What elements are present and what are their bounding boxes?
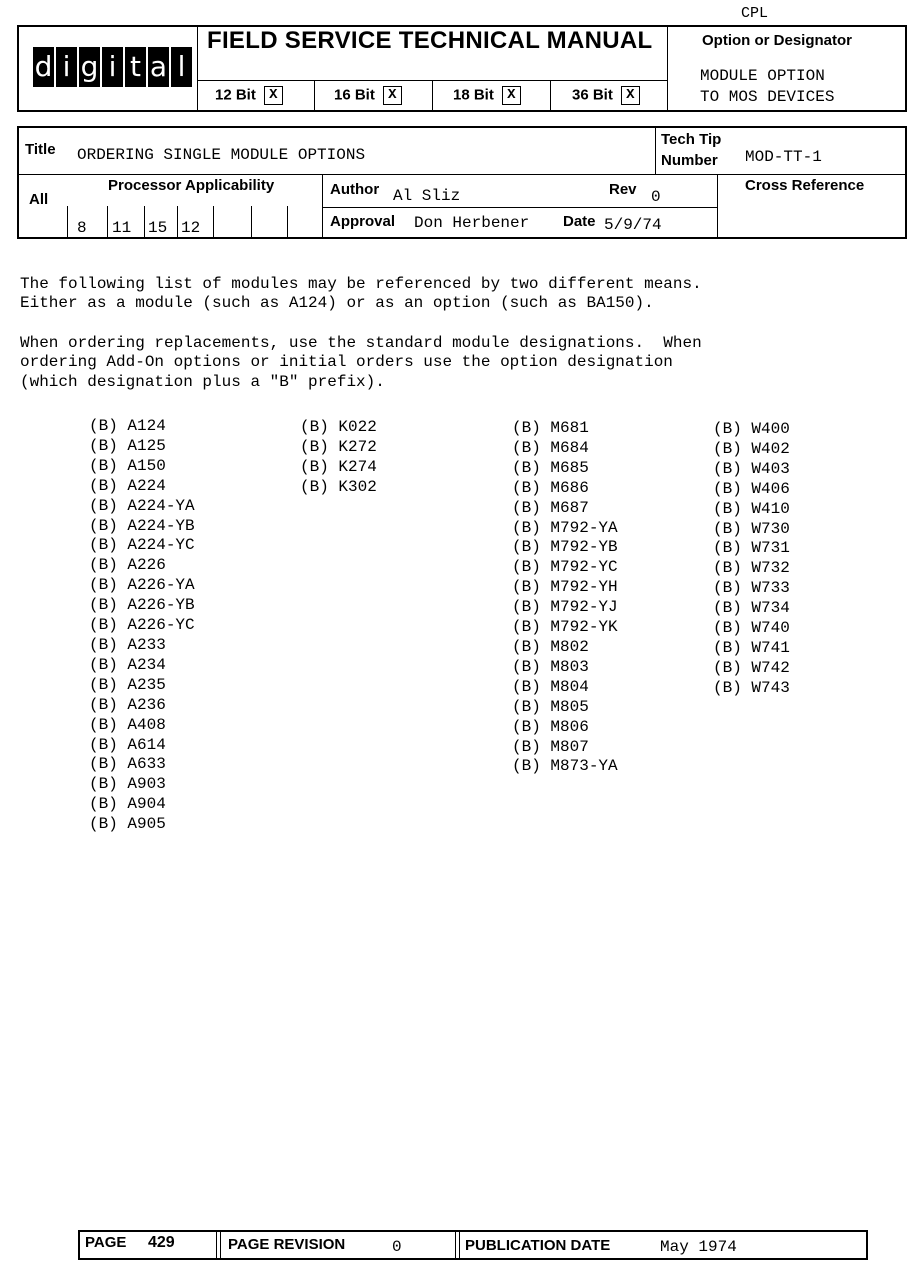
module-item: (B) A633	[89, 755, 166, 774]
module-item: (B) W733	[713, 579, 790, 598]
bit-16-checkbox: X	[383, 86, 402, 105]
module-item: (B) M681	[512, 419, 589, 437]
module-item: (B) A150	[89, 456, 166, 475]
techtip-label-line2: Number	[661, 152, 718, 169]
processor-11: 11	[112, 219, 132, 237]
module-column-a	[89, 417, 195, 835]
processor-15: 15	[148, 219, 168, 237]
pubdate-label: PUBLICATION DATE	[465, 1237, 611, 1254]
logo-letter: g	[79, 47, 100, 87]
module-item: (B) M684	[512, 438, 589, 457]
module-column-k	[300, 418, 377, 498]
module-item: (B) K274	[300, 457, 377, 476]
module-item: (B) A614	[89, 735, 166, 754]
module-item: (B) M792-YA	[512, 518, 618, 537]
paragraph-1-line-1: The following list of modules may be referenced by two different means.	[20, 275, 702, 293]
revision-value: 0	[392, 1238, 402, 1256]
manual-title: FIELD SERVICE TECHNICAL MANUAL	[207, 27, 653, 54]
module-item: (B) W730	[713, 519, 790, 538]
module-item: (B) K022	[300, 418, 377, 436]
module-item: (B) A224	[89, 476, 166, 495]
module-item: (B) W732	[713, 559, 790, 578]
module-item: (B) W406	[713, 479, 790, 498]
pubdate-value: May 1974	[660, 1238, 737, 1256]
approval-label: Approval	[330, 213, 396, 230]
module-item: (B) A226-YB	[89, 596, 195, 615]
module-item: (B) A903	[89, 775, 166, 794]
module-item: (B) K302	[300, 477, 377, 496]
module-item: (B) M807	[512, 737, 589, 756]
techtip-value: MOD-TT-1	[745, 148, 822, 166]
crossref-label: Cross Reference	[745, 177, 865, 194]
module-item: (B) M803	[512, 657, 589, 676]
module-item: (B) A234	[89, 655, 166, 674]
module-item: (B) A905	[89, 815, 166, 834]
processor-label: Processor Applicability	[108, 177, 275, 194]
module-item: (B) M792-YC	[512, 558, 618, 577]
module-item: (B) K272	[300, 437, 377, 456]
bit-12-checkbox: X	[264, 86, 283, 105]
bit-12: 12 Bit X	[215, 86, 283, 105]
logo-letter: a	[148, 47, 169, 87]
approval-value: Don Herbener	[414, 214, 530, 232]
date-value: 5/9/74	[604, 216, 662, 234]
module-item: (B) A124	[89, 417, 166, 435]
module-item: (B) M806	[512, 717, 589, 736]
module-item: (B) A224-YA	[89, 496, 195, 515]
module-item: (B) A233	[89, 635, 166, 654]
module-item: (B) A408	[89, 715, 166, 734]
corner-code: CPL	[741, 5, 769, 22]
module-item: (B) M792-YJ	[512, 598, 618, 617]
option-value-line1: MODULE OPTION	[700, 67, 825, 85]
module-item: (B) M804	[512, 677, 589, 696]
module-item: (B) W742	[713, 658, 790, 677]
page-value: 429	[148, 1234, 175, 1251]
module-item: (B) W740	[713, 619, 790, 638]
all-label: All	[29, 191, 49, 208]
title-label: Title	[25, 141, 56, 158]
author-value: Al Sliz	[393, 187, 461, 205]
module-item: (B) A224-YB	[89, 516, 195, 535]
module-item: (B) W400	[713, 420, 790, 438]
techtip-label-line1: Tech Tip	[661, 131, 722, 148]
bit-18: 18 Bit X	[453, 86, 521, 105]
module-item: (B) A226-YA	[89, 576, 195, 595]
option-label: Option or Designator	[702, 32, 852, 49]
paragraph-1-line-2: Either as a module (such as A124) or as an option (such as BA150).	[20, 294, 654, 312]
module-item: (B) M873-YA	[512, 757, 618, 776]
rev-label: Rev	[609, 181, 637, 198]
module-item: (B) A125	[89, 436, 166, 455]
bit-36-checkbox: X	[621, 86, 640, 105]
page-label: PAGE	[85, 1234, 127, 1251]
revision-label: PAGE REVISION	[228, 1236, 346, 1253]
paragraph-2-line-1: When ordering replacements, use the standard module designations. When	[20, 334, 702, 352]
option-value-line2: TO MOS DEVICES	[700, 88, 835, 106]
bit-36: 36 Bit X	[572, 86, 640, 105]
module-column-m	[512, 419, 618, 777]
module-item: (B) W743	[713, 678, 790, 697]
module-item: (B) W403	[713, 459, 790, 478]
digital-logo	[33, 47, 192, 87]
logo-letter: i	[102, 47, 123, 87]
bit-16: 16 Bit X	[334, 86, 402, 105]
module-item: (B) W731	[713, 539, 790, 558]
module-item: (B) M687	[512, 498, 589, 517]
module-item: (B) M792-YH	[512, 578, 618, 597]
module-item: (B) A904	[89, 795, 166, 814]
module-item: (B) W734	[713, 599, 790, 618]
module-item: (B) M685	[512, 458, 589, 477]
paragraph-2-line-3: (which designation plus a "B" prefix).	[20, 373, 385, 391]
module-item: (B) A236	[89, 695, 166, 714]
module-item: (B) M792-YK	[512, 618, 618, 637]
module-item: (B) A224-YC	[89, 536, 195, 555]
date-label: Date	[563, 213, 596, 230]
module-item: (B) A235	[89, 675, 166, 694]
module-item: (B) A226-YC	[89, 616, 195, 635]
author-label: Author	[330, 181, 380, 198]
module-item: (B) M805	[512, 697, 589, 716]
module-item: (B) W410	[713, 499, 790, 518]
module-item: (B) W741	[713, 638, 790, 657]
logo-letter: t	[125, 47, 146, 87]
module-item: (B) M686	[512, 478, 589, 497]
module-item: (B) M802	[512, 637, 589, 656]
logo-letter: d	[33, 47, 54, 87]
rev-value: 0	[651, 188, 661, 206]
module-column-w	[713, 420, 790, 699]
paragraph-2-line-2: ordering Add-On options or initial orders use the option designation	[20, 353, 673, 371]
title-value: ORDERING SINGLE MODULE OPTIONS	[77, 146, 366, 164]
module-item: (B) M792-YB	[512, 538, 618, 557]
module-item: (B) A226	[89, 556, 166, 575]
logo-letter: l	[171, 47, 192, 87]
logo-letter: i	[56, 47, 77, 87]
processor-8: 8	[77, 219, 87, 237]
processor-12: 12	[181, 219, 201, 237]
module-item: (B) W402	[713, 439, 790, 458]
bit-18-checkbox: X	[502, 86, 521, 105]
